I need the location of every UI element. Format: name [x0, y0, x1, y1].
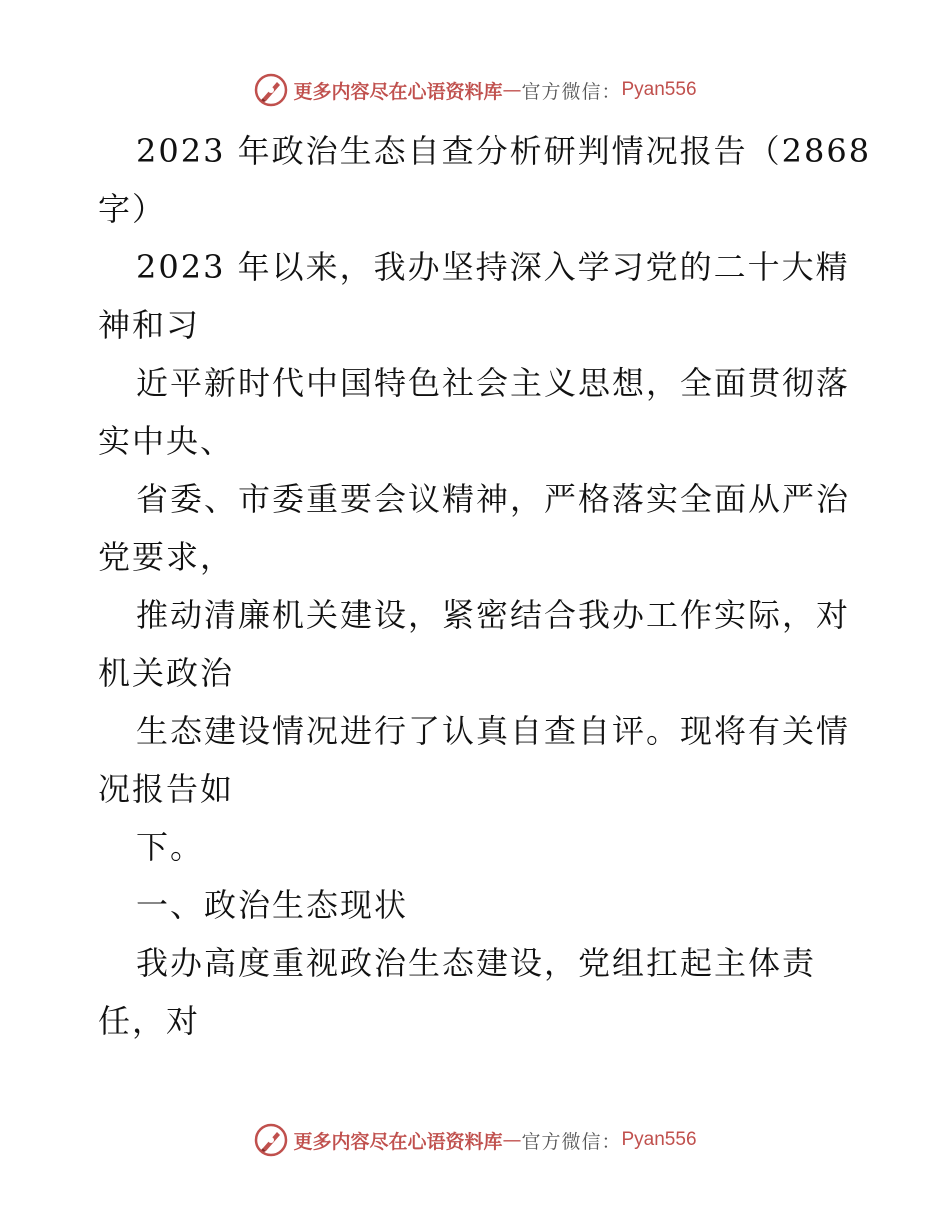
text-line: 下。	[136, 828, 205, 866]
header-watermark	[0, 70, 950, 110]
text-line: 一、政治生态现状	[136, 886, 409, 924]
pen-logo-icon	[253, 72, 289, 108]
text-line: 生态建设情况进行了认真自查自评。现将有关情	[136, 712, 851, 750]
text-line: 任，对	[98, 1002, 201, 1040]
footer-watermark	[0, 1120, 950, 1160]
watermark-dash: —	[502, 79, 522, 101]
text-line: 2023 年以来，我办坚持深入学习党的二十大精	[136, 248, 850, 286]
watermark-wechat-id: Pyan556	[621, 1129, 697, 1150]
text-line: 推动清廉机关建设，紧密结合我办工作实际，对	[136, 596, 851, 634]
text-line: 党要求，	[98, 538, 235, 576]
watermark-site-name: 更多内容尽在心语资料库	[293, 80, 503, 103]
watermark-wechat-id: Pyan556	[621, 79, 697, 100]
text-line: 神和习	[98, 306, 201, 344]
text-line: 实中央、	[98, 422, 235, 460]
watermark-wechat-label: 官方微信：	[521, 1130, 622, 1153]
text-line: 省委、市委重要会议精神，严格落实全面从严治	[136, 480, 851, 518]
watermark-wechat-label: 官方微信：	[521, 80, 622, 103]
text-line: 我办高度重视政治生态建设，党组扛起主体责	[136, 944, 817, 982]
pen-logo-icon	[253, 1122, 289, 1158]
text-line: 2023 年政治生态自查分析研判情况报告（2868	[136, 132, 872, 170]
text-line: 机关政治	[98, 654, 235, 692]
text-line: 况报告如	[98, 770, 235, 808]
document-body	[98, 122, 872, 1050]
text-line: 近平新时代中国特色社会主义思想，全面贯彻落	[136, 364, 851, 402]
text-line: 字）	[98, 190, 167, 228]
watermark-site-name: 更多内容尽在心语资料库	[293, 1130, 503, 1153]
watermark-dash: —	[502, 1129, 522, 1151]
